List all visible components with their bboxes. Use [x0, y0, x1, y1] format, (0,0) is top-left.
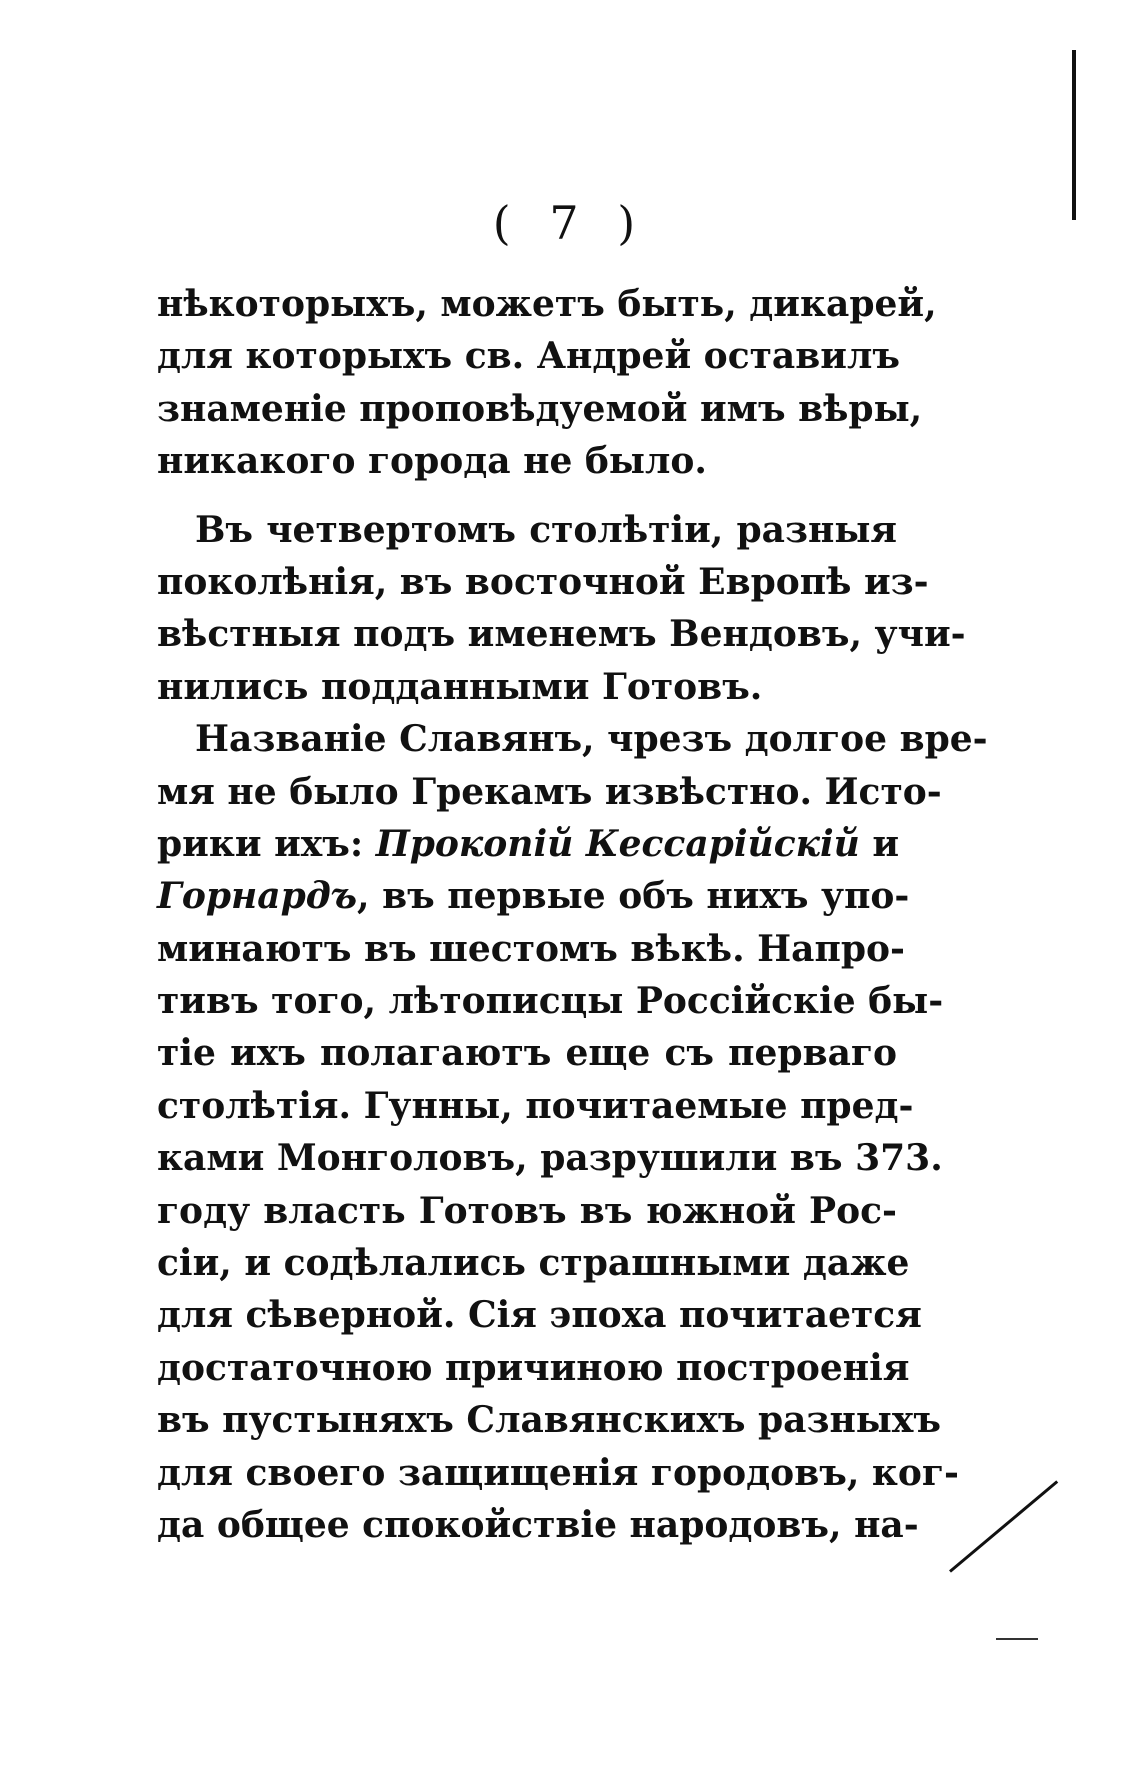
- text-line: столѣтія. Гунны, почитаемые пред-: [157, 1084, 914, 1127]
- text-run: и: [859, 822, 900, 865]
- text-line: вѣстныя подъ именемъ Вендовъ, учи-: [157, 613, 966, 656]
- text-line-with-italic: [157, 818, 900, 870]
- italic-name: Горнардъ: [157, 875, 357, 918]
- body-text: [157, 278, 988, 1551]
- text-line: да общее спокойствіе народовъ, на-: [157, 1503, 919, 1546]
- text-line: достаточною причиною построенія: [157, 1346, 910, 1389]
- scan-artifact-slash: [949, 1480, 1058, 1572]
- text-run: рики ихъ:: [157, 822, 376, 865]
- text-line: нѣкоторыхъ, можетъ быть, дикарей,: [157, 283, 937, 325]
- scan-artifact-bar: [1072, 50, 1076, 220]
- text-line: Въ четвертомъ столѣтіи, разныя: [195, 508, 897, 551]
- text-line: для которыхъ св. Андрей оставилъ: [157, 335, 900, 378]
- text-line: нились подданными Готовъ.: [157, 665, 763, 708]
- text-line: для сѣверной. Сія эпоха почитается: [157, 1294, 922, 1337]
- text-line: поколѣнія, въ восточной Европѣ из-: [157, 560, 929, 603]
- text-line: тивъ того, лѣтописцы Россійскіе бы-: [157, 980, 944, 1023]
- scan-artifact-dash: [996, 1638, 1038, 1640]
- text-line: мя не было Грекамъ извѣстно. Исто-: [157, 770, 942, 813]
- text-line: въ пустыняхъ Славянскихъ разныхъ: [157, 1399, 941, 1442]
- text-line: сіи, и содѣлались страшными даже: [157, 1242, 910, 1285]
- text-line: ками Монголовъ, разрушили въ 373.: [157, 1137, 943, 1180]
- text-line: тіе ихъ полагаютъ еще съ перваго: [157, 1032, 897, 1075]
- text-line: для своего защищенія городовъ, ког-: [157, 1451, 959, 1494]
- text-line: Названіе Славянъ, чрезъ долгое вре-: [195, 718, 988, 761]
- text-line-with-italic: [157, 870, 910, 922]
- text-run: , въ первые объ нихъ упо-: [357, 875, 910, 918]
- italic-name: Прокопій Кессарійскій: [375, 822, 860, 865]
- text-line: знаменіе проповѣдуемой имъ вѣры,: [157, 387, 923, 430]
- page-number: ( 7 ): [492, 196, 648, 250]
- text-line: минаютъ въ шестомъ вѣкѣ. Напро-: [157, 927, 905, 970]
- text-line: никакого города не было.: [157, 440, 707, 483]
- text-line: году власть Готовъ въ южной Рос-: [157, 1189, 897, 1232]
